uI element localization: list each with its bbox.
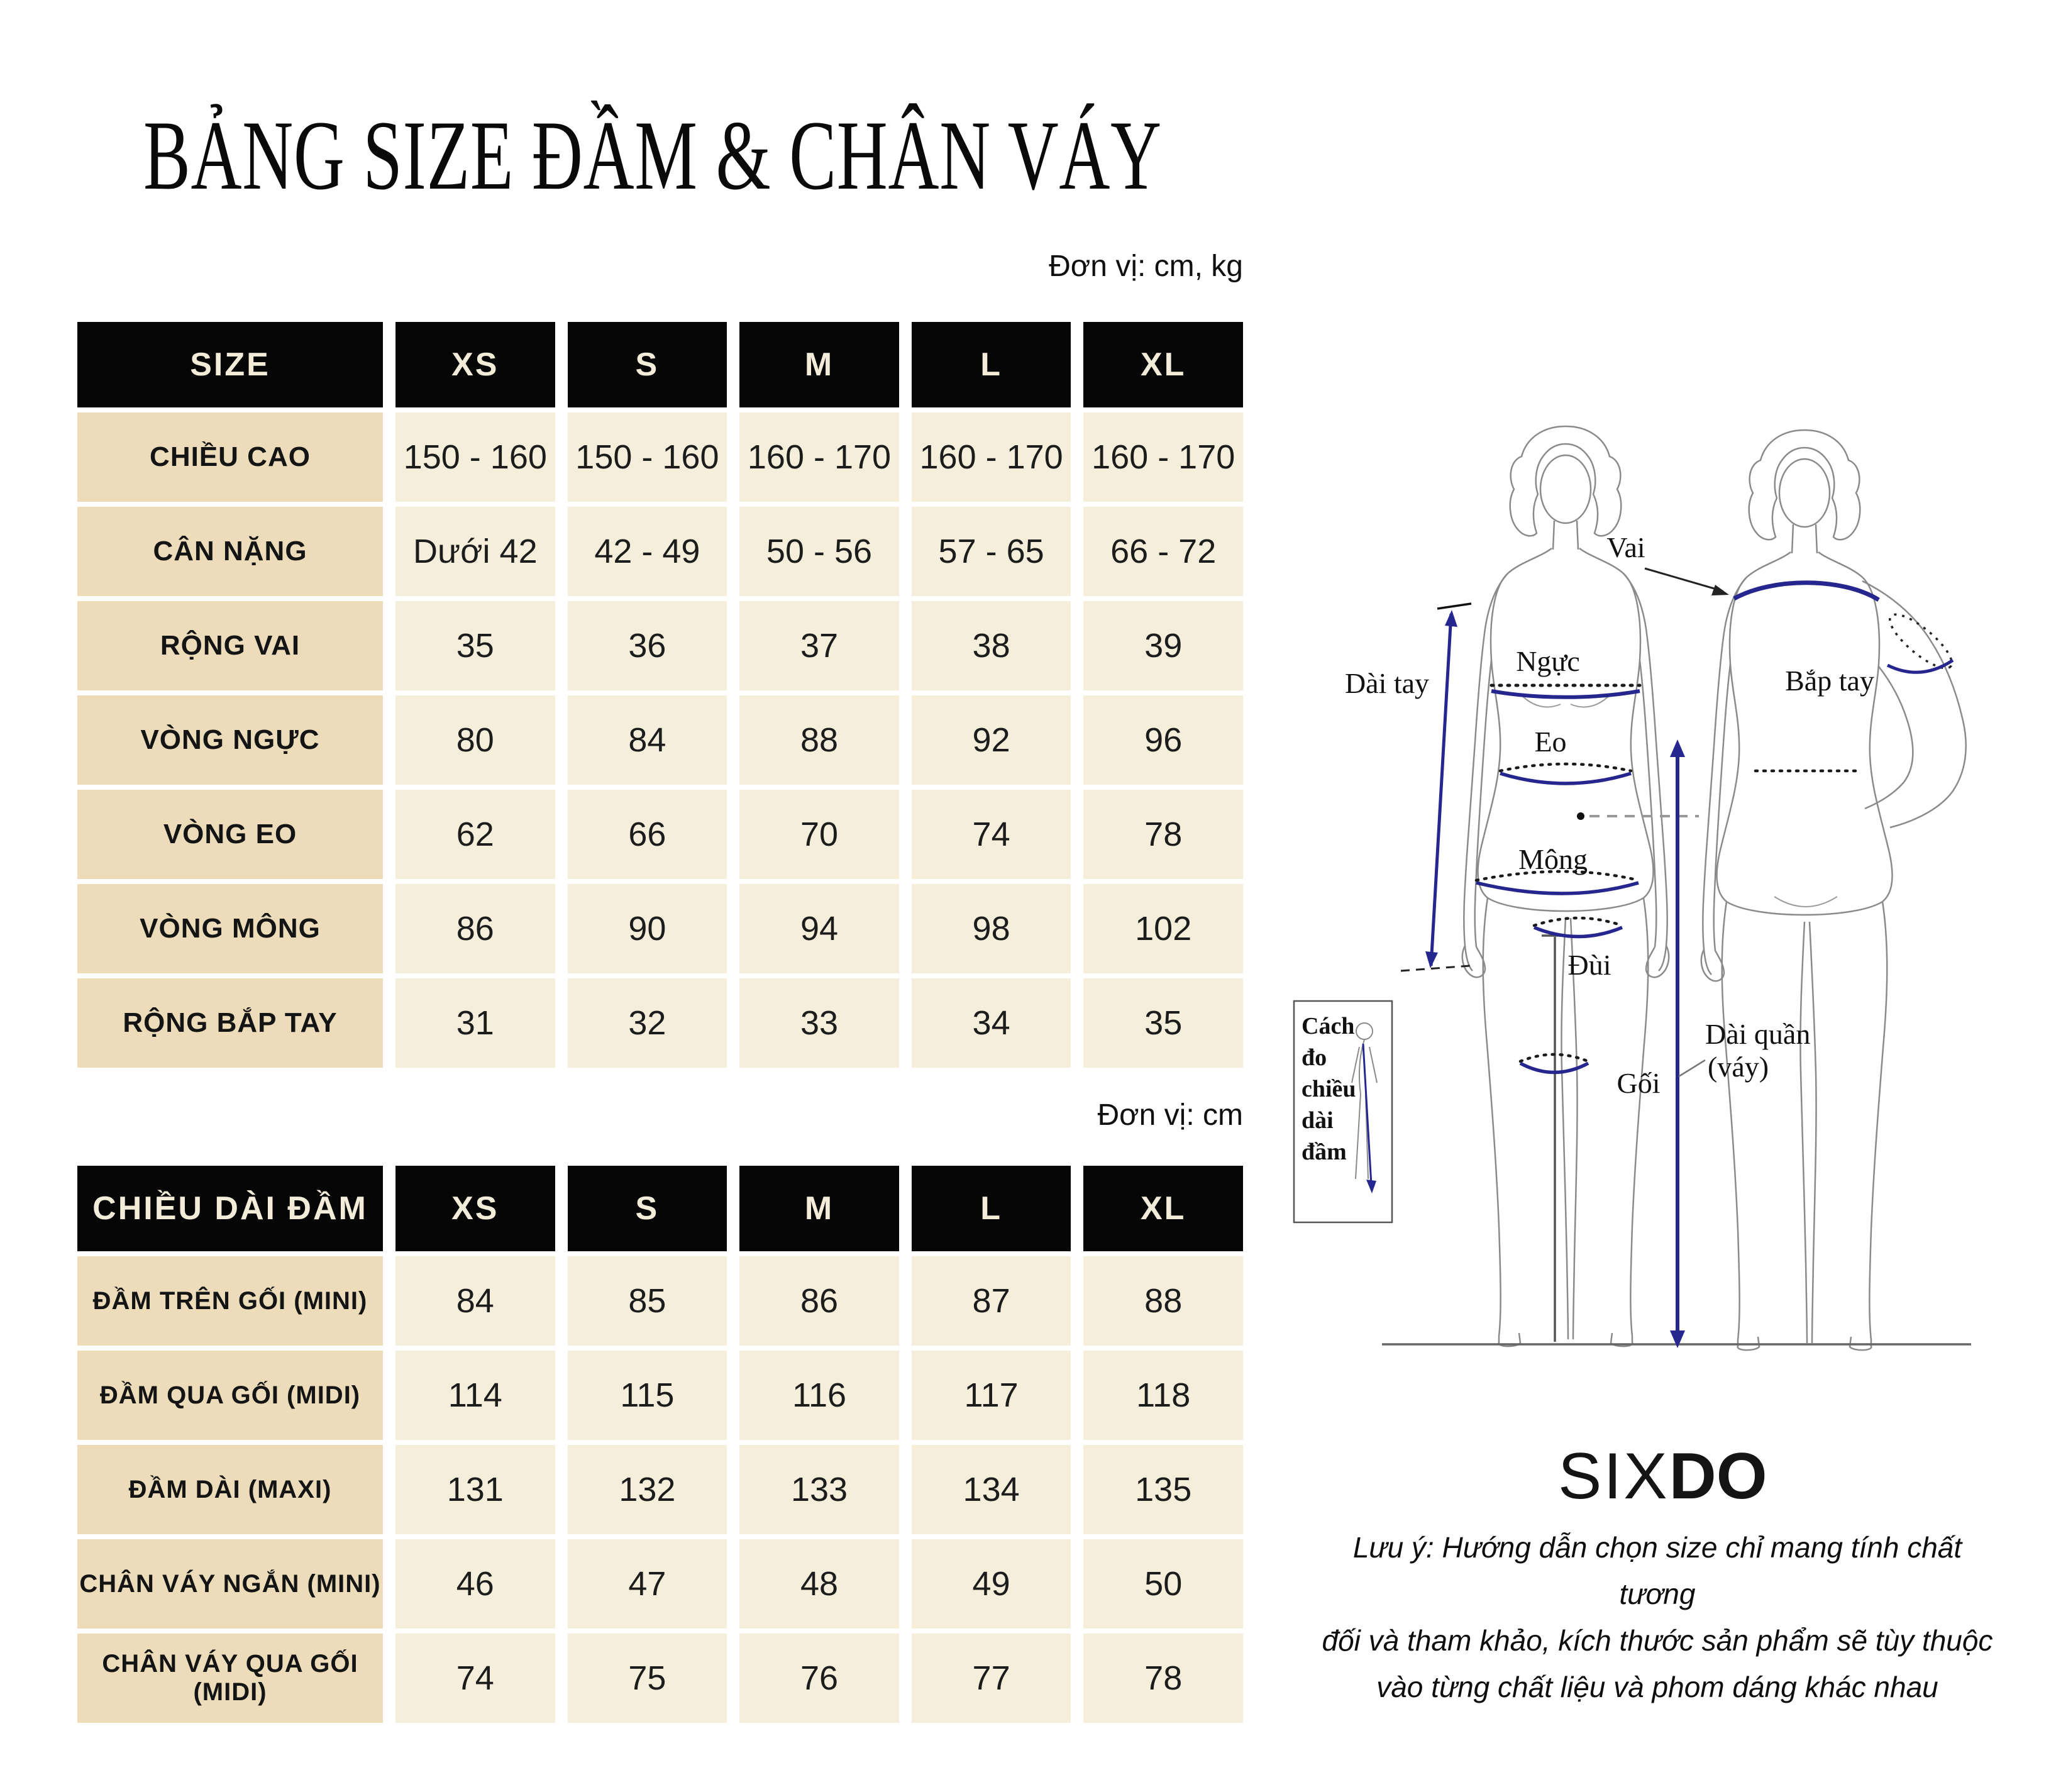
value-cell: 49 <box>912 1539 1071 1629</box>
value-cell: 78 <box>1083 790 1243 879</box>
row-label-mini-skirt: CHÂN VÁY NGẮN (MINI) <box>77 1539 383 1629</box>
header-cell-size: SIZE <box>77 322 383 407</box>
value-cell: 98 <box>912 884 1071 973</box>
label-knee: Gối <box>1617 1067 1661 1099</box>
label-dress-length-2: (váy) <box>1708 1051 1769 1083</box>
value-cell: 150 - 160 <box>395 412 555 502</box>
value-cell: 118 <box>1083 1351 1243 1440</box>
inset-text-4: dài <box>1302 1107 1334 1134</box>
header-cell-xl: XL <box>1083 322 1243 407</box>
header-cell-s: S <box>568 322 727 407</box>
page-title: BẢNG SIZE ĐẦM & CHÂN VÁY <box>143 101 1162 211</box>
value-cell: 160 - 170 <box>912 412 1071 502</box>
value-cell: 57 - 65 <box>912 507 1071 596</box>
value-cell: 94 <box>739 884 899 973</box>
value-cell: 160 - 170 <box>1083 412 1243 502</box>
value-cell: 46 <box>395 1539 555 1629</box>
inset-text-2: đo <box>1302 1044 1327 1071</box>
value-cell: 84 <box>568 695 727 785</box>
label-dress-length-1: Dài quần <box>1705 1018 1811 1050</box>
value-cell: 96 <box>1083 695 1243 785</box>
value-cell: 160 - 170 <box>739 412 899 502</box>
value-cell: 87 <box>912 1256 1071 1346</box>
label-hip: Mông <box>1518 843 1588 875</box>
value-cell: 114 <box>395 1351 555 1440</box>
value-cell: 31 <box>395 978 555 1068</box>
logo-bold-part: DO <box>1669 1440 1767 1513</box>
row-label-hip: VÒNG MÔNG <box>77 884 383 973</box>
inset-text-1: Cách <box>1302 1013 1355 1039</box>
header-cell-dress-length: CHIỀU DÀI ĐẦM <box>77 1166 383 1251</box>
label-waist: Eo <box>1534 726 1567 758</box>
value-cell: 70 <box>739 790 899 879</box>
value-cell: 117 <box>912 1351 1071 1440</box>
value-cell: 75 <box>568 1634 727 1723</box>
value-cell: 92 <box>912 695 1071 785</box>
value-cell: 34 <box>912 978 1071 1068</box>
row-label-upper-arm: RỘNG BẮP TAY <box>77 978 383 1068</box>
value-cell: 150 - 160 <box>568 412 727 502</box>
header-cell-l: L <box>912 1166 1071 1251</box>
value-cell: 66 - 72 <box>1083 507 1243 596</box>
value-cell: 50 <box>1083 1539 1243 1629</box>
row-label-maxi-dress: ĐẦM DÀI (MAXI) <box>77 1445 383 1534</box>
value-cell: 76 <box>739 1634 899 1723</box>
value-cell: 102 <box>1083 884 1243 973</box>
row-label-mini-dress: ĐẦM TRÊN GỐI (MINI) <box>77 1256 383 1346</box>
value-cell: 66 <box>568 790 727 879</box>
value-cell: 132 <box>568 1445 727 1534</box>
row-label-midi-skirt: CHÂN VÁY QUA GỐI (MIDI) <box>77 1634 383 1723</box>
figure-back <box>1701 430 1893 1350</box>
inset-text-5: đầm <box>1302 1139 1347 1165</box>
header-cell-xl: XL <box>1083 1166 1243 1251</box>
value-cell: 134 <box>912 1445 1071 1534</box>
value-cell: 37 <box>739 601 899 690</box>
note-line-3: vào từng chất liệu và phom dáng khác nhau <box>1376 1671 1938 1703</box>
value-cell: 135 <box>1083 1445 1243 1534</box>
value-cell: 35 <box>395 601 555 690</box>
value-cell: 38 <box>912 601 1071 690</box>
dress-length-arrow <box>1670 739 1705 1348</box>
row-label-bust: VÒNG NGỰC <box>77 695 383 785</box>
value-cell: 116 <box>739 1351 899 1440</box>
dress-length-table <box>77 1166 1243 1723</box>
value-cell: 36 <box>568 601 727 690</box>
value-cell: 80 <box>395 695 555 785</box>
sleeve-length-arrow <box>1401 604 1471 971</box>
row-label-waist: VÒNG EO <box>77 790 383 879</box>
note-line-1: Lưu ý: Hướng dẫn chọn size chỉ mang tính chất tương <box>1352 1531 1962 1610</box>
label-shoulder: Vai <box>1606 531 1645 563</box>
value-cell: 62 <box>395 790 555 879</box>
note-line-2: đối và tham khảo, kích thước sản phẩm sẽ tùy thuộc <box>1322 1624 1993 1657</box>
value-cell: 42 - 49 <box>568 507 727 596</box>
header-cell-m: M <box>739 1166 899 1251</box>
row-label-shoulder: RỘNG VAI <box>77 601 383 690</box>
row-label-height: CHIỀU CAO <box>77 412 383 502</box>
value-cell: 88 <box>739 695 899 785</box>
value-cell: 131 <box>395 1445 555 1534</box>
label-thigh: Đùi <box>1567 949 1611 981</box>
value-cell: 74 <box>912 790 1071 879</box>
header-cell-xs: XS <box>395 322 555 407</box>
value-cell: 115 <box>568 1351 727 1440</box>
dress-length-inset <box>1294 1001 1392 1222</box>
value-cell: 48 <box>739 1539 899 1629</box>
header-cell-m: M <box>739 322 899 407</box>
header-cell-s: S <box>568 1166 727 1251</box>
value-cell: 78 <box>1083 1634 1243 1723</box>
sixdo-logo <box>1558 1440 1767 1513</box>
body-size-table <box>77 322 1243 1068</box>
value-cell: 74 <box>395 1634 555 1723</box>
label-chest: Ngực <box>1516 645 1580 677</box>
row-label-midi-dress: ĐẦM QUA GỐI (MIDI) <box>77 1351 383 1440</box>
value-cell: 35 <box>1083 978 1243 1068</box>
value-cell: 39 <box>1083 601 1243 690</box>
value-cell: 85 <box>568 1256 727 1346</box>
value-cell: 77 <box>912 1634 1071 1723</box>
value-cell: 47 <box>568 1539 727 1629</box>
value-cell: 88 <box>1083 1256 1243 1346</box>
size-note <box>1312 1524 2003 1710</box>
value-cell: Dưới 42 <box>395 507 555 596</box>
value-cell: 32 <box>568 978 727 1068</box>
value-cell: 50 - 56 <box>739 507 899 596</box>
label-sleeve-length: Dài tay <box>1344 667 1430 699</box>
shoulder-pointer-arrow <box>1645 568 1729 595</box>
value-cell: 84 <box>395 1256 555 1346</box>
value-cell: 90 <box>568 884 727 973</box>
value-cell: 33 <box>739 978 899 1068</box>
value-cell: 86 <box>739 1256 899 1346</box>
value-cell: 133 <box>739 1445 899 1534</box>
unit-label-length-table: Đơn vị: cm <box>1097 1098 1243 1132</box>
unit-label-body-table: Đơn vị: cm, kg <box>1049 250 1243 283</box>
logo-thin-part: SIX <box>1558 1440 1669 1513</box>
row-label-weight: CÂN NẶNG <box>77 507 383 596</box>
measurement-diagram <box>1289 390 2056 1358</box>
label-upper-arm: Bắp tay <box>1785 665 1874 697</box>
value-cell: 86 <box>395 884 555 973</box>
header-cell-xs: XS <box>395 1166 555 1251</box>
header-cell-l: L <box>912 322 1071 407</box>
inset-text-3: chiều <box>1302 1076 1356 1102</box>
